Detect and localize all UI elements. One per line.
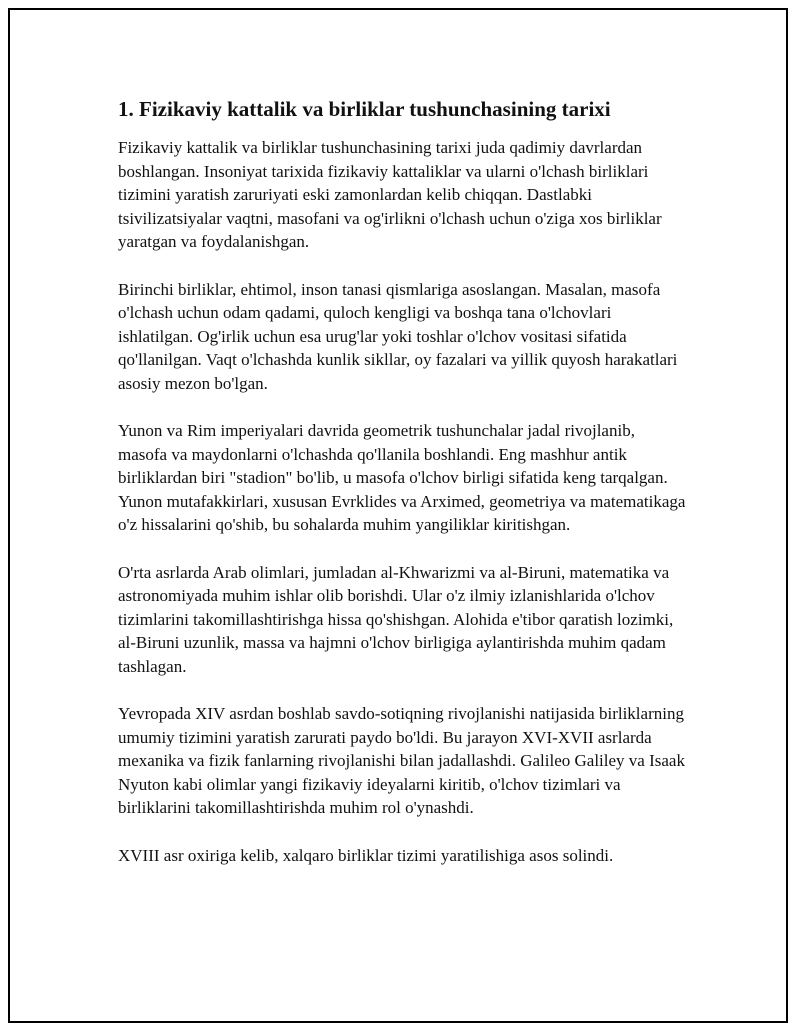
paragraph-6: XVIII asr oxiriga kelib, xalqaro birliklar tizimi yaratilishiga asos solindi.: [118, 845, 614, 865]
section-heading: 1. Fizikaviy kattalik va birliklar tushunchasining tarixi: [118, 97, 611, 121]
paragraph-3: Yunon va Rim imperiyalari davrida geometrik tushunchalar jadal rivojlanib, masofa va maydonlarni o'lchashda qo'llanila boshlandi. Eng mashhur antik birliklardan biri "stadion" bo'lib, u masofa o'lchov birligi sifatida keng tarqalgan. Yunon mutafakkirlari, xususan Evrklides va Arximed, geometriya va matematikaga o'z hissalarini qo'shib, bu sohalarda muhim yangiliklar kiritishgan.: [118, 421, 686, 534]
document-body: [118, 96, 688, 891]
paragraph-4: O'rta asrlarda Arab olimlari, jumladan al-Khwarizmi va al-Biruni, matematika va astronomiyada muhim ishlar olib borishdi. Ular o'z ilmiy izlanishlarida o'lchov tizimlarini takomillashtirishga hissa qo'shishgan. Alohida e'tibor qaratish lozimki, al-Biruni uzunlik, massa va hajmni o'lchov birligiga aylantirishda muhim qadam tashlagan.: [118, 562, 674, 676]
paragraph-1: Fizikaviy kattalik va birliklar tushunchasining tarixi juda qadimiy davrlardan boshlangan. Insoniyat tarixida fizikaviy kattaliklar va ularni o'lchash birliklari tizimini yaratish zaruriyati eski zamonlardan kelib chiqqan. Dastlabki tsivilizatsiyalar vaqtni, masofani va og'irlikni o'lchash uchun o'ziga xos birliklar yaratgan va foydalanishgan.: [118, 138, 662, 251]
paragraph-5: Yevropada XIV asrdan boshlab savdo-sotiqning rivojlanishi natijasida birliklarning umumiy tizimini yaratish zarurati paydo bo'ldi. Bu jarayon XVI-XVII asrlarda mexanika va fizik fanlarning rivojlanishi bilan jadallashdi. Galileo Galiley va Isaak Nyuton kabi olimlar yangi fizikaviy ideyalarni kiritib, o'lchov tizimlari va birliklarini takomillashtirishda muhim rol o'ynashdi.: [118, 704, 685, 817]
paragraph-2: Birinchi birliklar, ehtimol, inson tanasi qismlariga asoslangan. Masalan, masofa o'lchash uchun odam qadami, quloch kengligi va boshqa tana o'lchovlari ishlatilgan. Og'irlik uchun esa urug'lar yoki toshlar o'lchov vositasi sifatida qo'llanilgan. Vaqt o'lchashda kunlik sikllar, oy fazalari va yillik quyosh harakatlari asosiy mezon bo'lgan.: [118, 279, 678, 393]
